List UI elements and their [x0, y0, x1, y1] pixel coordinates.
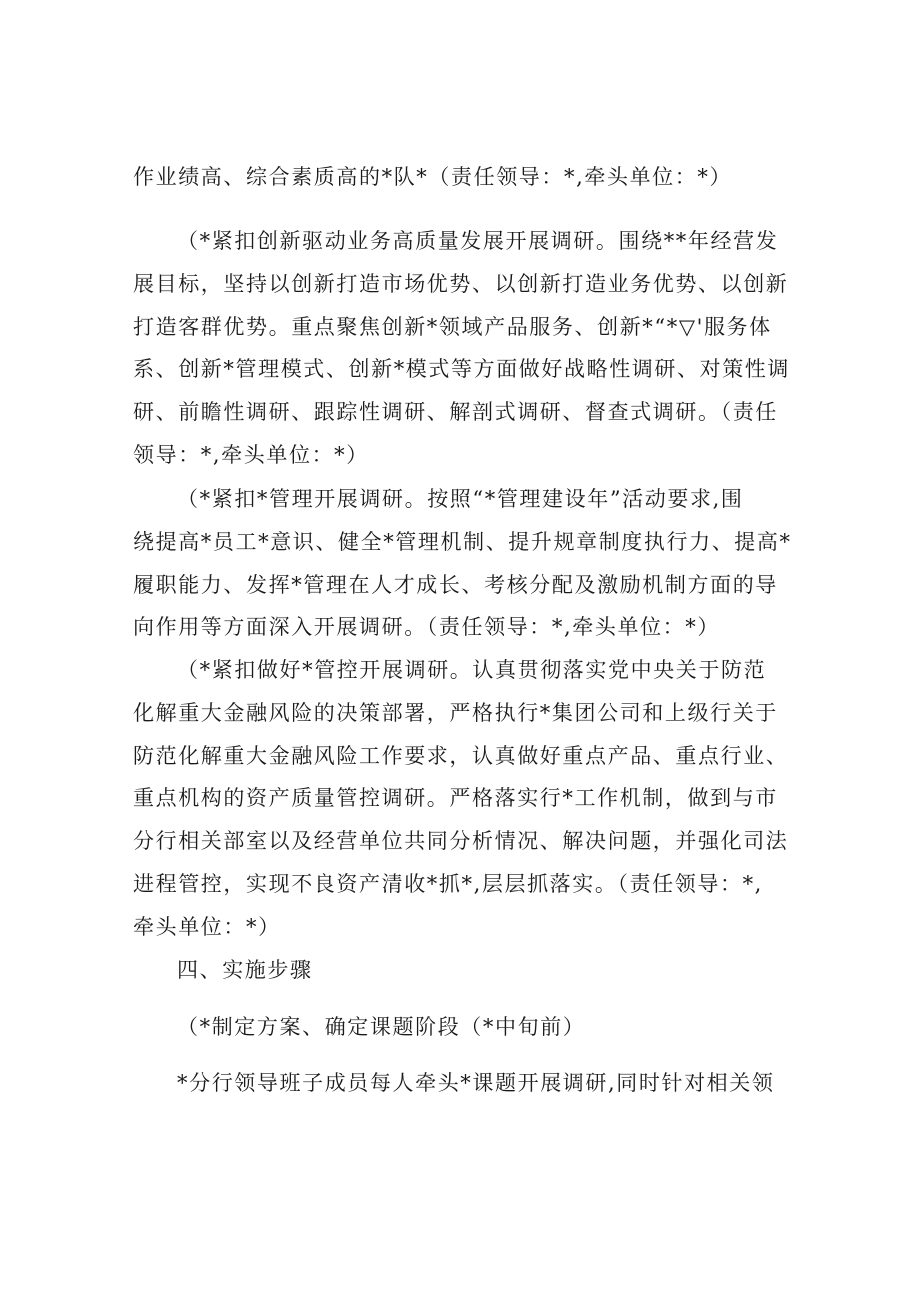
- paragraph-line: 打造客群优势。重点聚焦创新*领域产品服务、创新*“*▽'服务体: [133, 314, 772, 339]
- paragraph-line: 进程管控，实现不良资产清收*抓*,层层抓落实。（责任领导：*,: [133, 871, 763, 896]
- paragraph-line: 化解重大金融风险的决策部署，严格执行*集团公司和上级行关于: [133, 700, 778, 725]
- paragraph-line: 重点机构的资产质量管控调研。严格落实行*工作机制，做到与市: [133, 786, 778, 811]
- subsection-heading-planning-stage: [133, 1006, 800, 1049]
- paragraph-line: （*紧扣创新驱动业务高质量发展开展调研。围绕**年经营发: [177, 229, 779, 253]
- paragraph-team-continuation: [133, 156, 800, 199]
- paragraph-line: （*紧扣做好*管控开展调研。认真贯彻落实党中央关于防范: [177, 658, 767, 682]
- paragraph-line: 绕提高*员工*意识、健全*管理机制、提升规章制度执行力、提高*: [133, 529, 792, 554]
- paragraph-line: 研、前瞻性调研、跟踪性调研、解剖式调研、督查式调研。（责任: [133, 400, 778, 425]
- paragraph-line: 系、创新*管理模式、创新*模式等方面做好战略性调研、对策性调: [133, 357, 790, 382]
- paragraph-line: 领导：*,牵头单位：*）: [133, 442, 369, 467]
- paragraph-line: *分行领导班子成员每人牵头*课题开展调研,同时针对相关领: [177, 1071, 775, 1095]
- paragraph-risk-control-research: [133, 649, 800, 949]
- section-heading-implementation-steps: [133, 949, 800, 992]
- paragraph-leadership-topics: [133, 1062, 800, 1105]
- paragraph-line: 牵头单位：*）: [133, 914, 281, 939]
- section-heading: 四、实施步骤: [177, 958, 313, 982]
- paragraph-line: （*紧扣*管理开展调研。按照“*管理建设年”活动要求,围: [177, 487, 744, 511]
- paragraph-line: 防范化解重大金融风险工作要求，认真做好重点产品、重点行业、: [133, 743, 789, 768]
- paragraph-management-research: [133, 478, 800, 649]
- paragraph-line: 作业绩高、综合素质高的*队*（责任领导：*,牵头单位：*）: [133, 165, 733, 189]
- paragraph-line: 分行相关部室以及经营单位共同分析情况、解决问题，并强化司法: [133, 829, 789, 854]
- subsection-heading: （*制定方案、确定课题阶段（*中旬前）: [177, 1015, 586, 1039]
- paragraph-innovation-research: [133, 220, 800, 477]
- paragraph-line: 履职能力、发挥*管理在人才成长、考核分配及激励机制方面的导: [133, 572, 778, 597]
- paragraph-line: 向作用等方面深入开展调研。（责任领导：*,牵头单位：*）: [133, 615, 720, 640]
- paragraph-line: 展目标，坚持以创新打造市场优势、以创新打造业务优势、以创新: [133, 271, 789, 296]
